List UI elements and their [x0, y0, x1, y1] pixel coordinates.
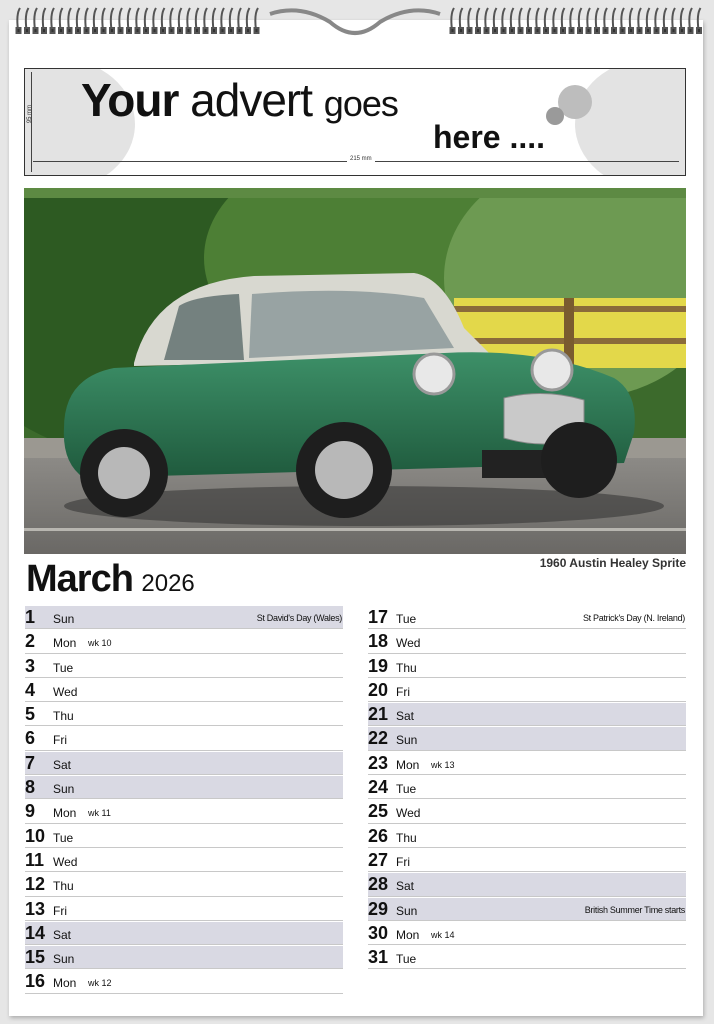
- day-row: [25, 946, 343, 969]
- day-number: 5: [25, 704, 36, 725]
- binding-ring: [26, 8, 29, 30]
- binding-hole: [587, 28, 591, 33]
- day-number: 11: [25, 849, 45, 870]
- day-row: [25, 655, 343, 678]
- binding-hole: [102, 28, 106, 33]
- wire-binding: [0, 0, 714, 46]
- binding-hole: [68, 28, 72, 33]
- day-number: 7: [25, 752, 36, 773]
- day-name: Wed: [396, 806, 421, 821]
- binding-ring: [94, 8, 97, 30]
- day-name: Thu: [396, 660, 417, 675]
- binding-ring: [170, 8, 173, 30]
- day-number: 15: [25, 947, 46, 968]
- day-number: 25: [368, 801, 389, 822]
- binding-ring: [562, 8, 565, 30]
- binding-hole: [485, 28, 489, 33]
- binding-ring: [60, 8, 63, 30]
- day-row: [368, 679, 686, 702]
- binding-ring: [136, 8, 139, 30]
- binding-ring: [51, 8, 54, 30]
- day-name: Mon: [396, 757, 420, 772]
- binding-ring: [596, 8, 599, 30]
- binding-ring: [17, 8, 20, 30]
- advert-word-goes: goes: [323, 83, 398, 124]
- day-number: 24: [368, 777, 389, 798]
- binding-ring: [460, 8, 463, 30]
- binding-ring: [111, 8, 114, 30]
- day-number: 20: [368, 679, 389, 700]
- binding-hole: [127, 28, 131, 33]
- binding-hole: [680, 28, 684, 33]
- day-row: [25, 703, 343, 726]
- day-number: 16: [25, 971, 46, 992]
- day-name: Tue: [396, 782, 417, 797]
- day-row: [25, 606, 343, 629]
- binding-hole: [93, 28, 97, 33]
- binding-hole: [144, 28, 148, 33]
- binding-hole: [238, 28, 242, 33]
- day-row: [368, 873, 686, 896]
- binding-hole: [570, 28, 574, 33]
- binding-ring: [204, 8, 207, 30]
- day-row: [25, 630, 343, 653]
- binding-ring: [119, 8, 122, 30]
- binding-hole: [255, 28, 259, 33]
- day-number: 13: [25, 898, 46, 919]
- binding-hole: [212, 28, 216, 33]
- day-row: [368, 630, 686, 653]
- binding-hole: [493, 28, 497, 33]
- binding-ring: [502, 8, 505, 30]
- day-number: 22: [368, 728, 389, 749]
- binding-hole: [153, 28, 157, 33]
- day-name: Wed: [53, 684, 78, 699]
- day-event: British Summer Time starts: [584, 904, 685, 915]
- day-name: Tue: [396, 612, 417, 626]
- binding-ring: [102, 8, 105, 30]
- day-row: [25, 776, 343, 799]
- binding-hole: [544, 28, 548, 33]
- day-number: 14: [25, 922, 46, 943]
- advert-box: [24, 68, 686, 176]
- day-name: Fri: [53, 903, 67, 918]
- binding-hole: [451, 28, 455, 33]
- binding-ring: [698, 8, 701, 30]
- binding-hole: [76, 28, 80, 33]
- day-name: Tue: [53, 660, 74, 675]
- day-name: Wed: [53, 854, 78, 869]
- advert-word-here: here ....: [433, 119, 546, 155]
- day-name: Wed: [396, 636, 421, 651]
- day-name: Thu: [53, 879, 74, 894]
- binding-ring: [689, 8, 692, 30]
- binding-ring: [247, 8, 250, 30]
- binding-hole: [459, 28, 463, 33]
- binding-ring: [485, 8, 488, 30]
- day-number: 23: [368, 752, 389, 773]
- day-name: Sat: [396, 709, 415, 724]
- day-row: [25, 873, 343, 896]
- binding-ring: [655, 8, 658, 30]
- binding-hole: [34, 28, 38, 33]
- binding-ring: [196, 8, 199, 30]
- month-title: [26, 558, 195, 601]
- binding-hole: [170, 28, 174, 33]
- binding-ring: [34, 8, 37, 30]
- day-row: [25, 679, 343, 702]
- binding-hole: [655, 28, 659, 33]
- day-row: [25, 898, 343, 921]
- binding-hole: [119, 28, 123, 33]
- binding-ring: [604, 8, 607, 30]
- day-number: 17: [368, 607, 389, 627]
- binding-hole: [476, 28, 480, 33]
- binding-ring: [85, 8, 88, 30]
- binding-hole: [85, 28, 89, 33]
- binding-hole: [187, 28, 191, 33]
- day-number: 10: [25, 825, 46, 846]
- binding-hole: [536, 28, 540, 33]
- day-number: 1: [25, 607, 36, 627]
- binding-hole: [527, 28, 531, 33]
- binding-hole: [502, 28, 506, 33]
- week-number: wk 10: [88, 638, 112, 649]
- day-event: St Patrick's Day (N. Ireland): [582, 613, 685, 623]
- day-name: Sat: [53, 757, 72, 772]
- binding-ring: [630, 8, 633, 30]
- binding-ring: [43, 8, 46, 30]
- day-number: 12: [25, 874, 46, 895]
- day-number: 2: [25, 631, 36, 652]
- day-number: 26: [368, 825, 389, 846]
- advert-word-your: Your: [81, 74, 179, 126]
- binding-ring: [187, 8, 190, 30]
- day-row: [25, 752, 343, 775]
- days-column-left: [25, 606, 343, 995]
- day-row: [368, 752, 686, 775]
- day-row: [368, 800, 686, 823]
- day-row: [25, 727, 343, 750]
- day-row: [25, 849, 343, 872]
- week-number: wk 12: [88, 978, 112, 989]
- day-event: St David's Day (Wales): [256, 613, 342, 623]
- binding-ring: [230, 8, 233, 30]
- binding-ring: [477, 8, 480, 30]
- day-row: [368, 849, 686, 872]
- day-number: 31: [368, 947, 389, 968]
- day-row: [25, 970, 343, 993]
- binding-ring: [664, 8, 667, 30]
- day-name: Sun: [53, 782, 75, 797]
- day-name: Mon: [53, 806, 77, 821]
- day-row: [368, 825, 686, 848]
- binding-ring: [238, 8, 241, 30]
- day-number: 4: [25, 679, 36, 700]
- day-name: Sun: [53, 612, 75, 626]
- day-name: Tue: [396, 952, 417, 967]
- day-row: [25, 922, 343, 945]
- day-row: [368, 655, 686, 678]
- binding-hole: [663, 28, 667, 33]
- binding-ring: [451, 8, 454, 30]
- binding-ring: [494, 8, 497, 30]
- day-name: Tue: [53, 830, 74, 845]
- binding-hole: [697, 28, 701, 33]
- photo-caption: 1960 Austin Healey Sprite: [539, 556, 686, 570]
- binding-hole: [468, 28, 472, 33]
- binding-hole: [646, 28, 650, 33]
- binding-hole: [246, 28, 250, 33]
- binding-ring: [613, 8, 616, 30]
- advert-word-advert: advert: [190, 74, 313, 126]
- day-number: 29: [368, 898, 389, 919]
- day-name: Mon: [396, 927, 420, 942]
- day-name: Fri: [396, 854, 410, 869]
- binding-hole: [672, 28, 676, 33]
- day-number: 6: [25, 728, 36, 749]
- binding-ring: [77, 8, 80, 30]
- binding-ring: [647, 8, 650, 30]
- binding-ring: [128, 8, 131, 30]
- binding-hole: [195, 28, 199, 33]
- binding-ring: [255, 8, 258, 30]
- day-number: 8: [25, 777, 36, 798]
- day-name: Mon: [53, 636, 77, 651]
- binding-hole: [221, 28, 225, 33]
- week-number: wk 11: [88, 808, 111, 819]
- binding-hole: [42, 28, 46, 33]
- binding-hole: [17, 28, 21, 33]
- binding-hole: [136, 28, 140, 33]
- day-name: Mon: [53, 976, 77, 991]
- binding-hole: [612, 28, 616, 33]
- binding-hole: [689, 28, 693, 33]
- day-name: Sat: [53, 927, 72, 942]
- advert-circle-small: [546, 107, 564, 125]
- binding-hole: [204, 28, 208, 33]
- binding-ring: [511, 8, 514, 30]
- day-name: Thu: [53, 709, 74, 724]
- binding-ring: [528, 8, 531, 30]
- day-name: Sun: [53, 952, 75, 967]
- week-number: wk 14: [431, 929, 455, 940]
- day-name: Sun: [396, 903, 418, 918]
- day-number: 9: [25, 801, 36, 822]
- binding-hole: [229, 28, 233, 33]
- hanger-hook: [270, 10, 440, 33]
- binding-ring: [68, 8, 71, 30]
- day-number: 19: [368, 655, 389, 676]
- binding-hole: [110, 28, 114, 33]
- binding-hole: [178, 28, 182, 33]
- week-number: wk 13: [431, 759, 455, 770]
- binding-hole: [595, 28, 599, 33]
- height-dimension-label: 95 mm: [27, 104, 34, 124]
- binding-hole: [51, 28, 55, 33]
- advert-headline: [81, 73, 398, 127]
- binding-ring: [468, 8, 471, 30]
- binding-ring: [213, 8, 216, 30]
- binding-hole: [25, 28, 29, 33]
- day-number: 30: [368, 922, 389, 943]
- day-row: [25, 825, 343, 848]
- binding-ring: [681, 8, 684, 30]
- advert-decoration-right: [575, 68, 686, 176]
- binding-hole: [59, 28, 63, 33]
- binding-ring: [621, 8, 624, 30]
- day-number: 21: [368, 704, 389, 725]
- binding-ring: [553, 8, 556, 30]
- days-column-right: [368, 606, 686, 970]
- binding-ring: [672, 8, 675, 30]
- binding-hole: [553, 28, 557, 33]
- day-row: [368, 922, 686, 945]
- day-name: Fri: [396, 684, 410, 699]
- binding-hole: [161, 28, 165, 33]
- binding-hole: [561, 28, 565, 33]
- binding-ring: [519, 8, 522, 30]
- day-number: 27: [368, 849, 389, 870]
- binding-hole: [621, 28, 625, 33]
- binding-hole: [604, 28, 608, 33]
- day-row: [368, 776, 686, 799]
- year: 2026: [141, 570, 195, 597]
- day-row: [25, 800, 343, 823]
- month-name: March: [26, 558, 133, 600]
- binding-ring: [638, 8, 641, 30]
- day-name: Thu: [396, 830, 417, 845]
- binding-hole: [578, 28, 582, 33]
- binding-ring: [179, 8, 182, 30]
- binding-ring: [570, 8, 573, 30]
- binding-hole: [638, 28, 642, 33]
- binding-ring: [145, 8, 148, 30]
- day-number: 3: [25, 655, 36, 676]
- day-number: 18: [368, 631, 389, 652]
- day-row: [368, 606, 686, 629]
- binding-hole: [519, 28, 523, 33]
- day-name: Fri: [53, 733, 67, 748]
- width-dimension-label: 215 mm: [347, 156, 375, 162]
- binding-ring: [221, 8, 224, 30]
- binding-hole: [629, 28, 633, 33]
- day-row: [368, 727, 686, 750]
- day-row: [368, 946, 686, 969]
- day-name: Sun: [396, 733, 418, 748]
- day-name: Sat: [396, 879, 415, 894]
- day-number: 28: [368, 874, 389, 895]
- binding-ring: [587, 8, 590, 30]
- binding-ring: [153, 8, 156, 30]
- binding-ring: [545, 8, 548, 30]
- binding-ring: [536, 8, 539, 30]
- day-row: [368, 898, 686, 921]
- car-photo: [24, 188, 686, 554]
- binding-ring: [579, 8, 582, 30]
- day-row: [368, 703, 686, 726]
- binding-ring: [162, 8, 165, 30]
- binding-hole: [510, 28, 514, 33]
